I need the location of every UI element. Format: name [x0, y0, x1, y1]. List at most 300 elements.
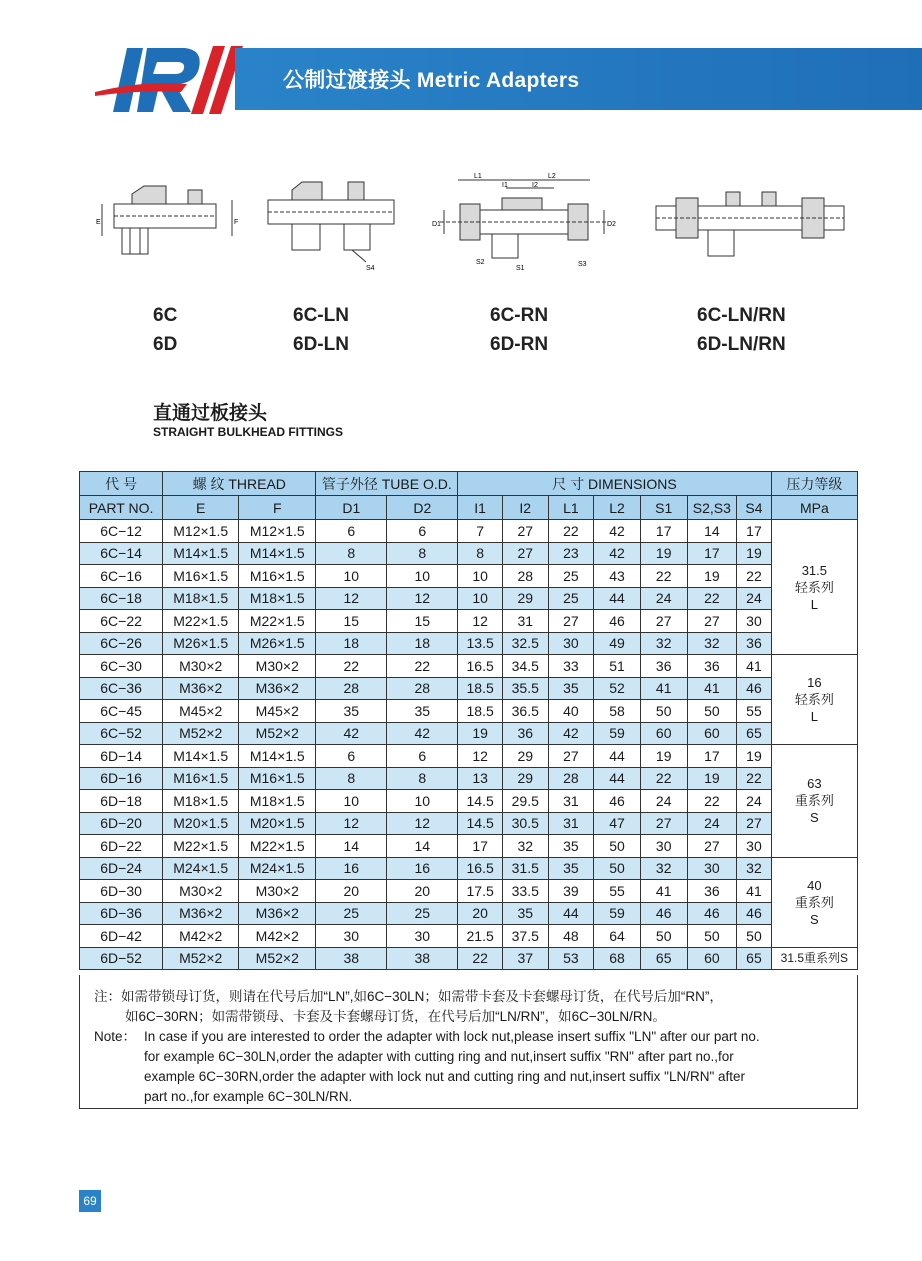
part-no-cell: 6D−20: [80, 812, 163, 835]
th-f: F: [239, 496, 316, 520]
th-s23: S2,S3: [687, 496, 737, 520]
table-cell: 19: [687, 565, 737, 588]
label-d2: D2: [607, 221, 616, 228]
table-cell: M12×1.5: [163, 520, 239, 543]
note-cn-line: 如6C−30RN；如需带锁母、卡套及卡套螺母订货，在代号后加“LN/RN”，如6C−30LN/RN。: [125, 1009, 666, 1024]
table-cell: 53: [548, 947, 594, 970]
table-cell: 17: [687, 542, 737, 565]
table-cell: 48: [548, 925, 594, 948]
table-cell: M14×1.5: [163, 745, 239, 768]
variant-code: 6D-RN: [490, 334, 549, 355]
table-cell: M30×2: [163, 880, 239, 903]
th-d1: D1: [316, 496, 387, 520]
table-cell: 31: [548, 812, 594, 835]
part-no-cell: 6C−18: [80, 587, 163, 610]
table-cell: 22: [548, 520, 594, 543]
table-cell: 50: [594, 835, 641, 858]
table-cell: 60: [640, 722, 687, 745]
table-cell: 52: [594, 677, 641, 700]
label-l2: L2: [548, 173, 556, 180]
table-cell: 8: [387, 767, 458, 790]
th-pressure: 压力等级: [771, 472, 857, 496]
table-cell: 43: [594, 565, 641, 588]
table-cell: 65: [640, 947, 687, 970]
label-f: F: [234, 219, 239, 226]
table-row: [80, 767, 858, 790]
table-cell: 14: [387, 835, 458, 858]
table-cell: 68: [594, 947, 641, 970]
part-no-cell: 6D−24: [80, 857, 163, 880]
table-cell: 19: [687, 767, 737, 790]
table-cell: M26×1.5: [239, 632, 316, 655]
pressure-class-value: 63: [807, 776, 822, 792]
table-cell: 25: [387, 902, 458, 925]
pressure-class-series: 重系列: [794, 793, 834, 809]
part-no-cell: 6C−14: [80, 542, 163, 565]
pressure-class-cell: [771, 520, 857, 655]
page-number: 69: [79, 1190, 101, 1212]
label-s4: S4: [366, 265, 375, 272]
table-cell: 19: [737, 542, 772, 565]
table-cell: 50: [737, 925, 772, 948]
table-cell: 55: [594, 880, 641, 903]
note-en-line: example 6C−30RN,order the adapter with lock nut and cutting ring and nut,insert suffix "LN/RN" after: [144, 1069, 746, 1084]
table-cell: 25: [548, 565, 594, 588]
label-s2: S2: [476, 259, 485, 266]
table-cell: 12: [458, 610, 503, 633]
pressure-class-cell: 31.5重系列S: [771, 947, 857, 970]
table-cell: 8: [458, 542, 503, 565]
table-cell: 29: [502, 587, 548, 610]
table-cell: 29.5: [502, 790, 548, 813]
table-cell: 27: [548, 610, 594, 633]
table-cell: 24: [737, 587, 772, 610]
drawing-6c-rn: [430, 168, 618, 276]
table-cell: 42: [594, 520, 641, 543]
pressure-class-cell: [771, 857, 857, 947]
th-d2: D2: [387, 496, 458, 520]
table-cell: 24: [640, 790, 687, 813]
pressure-class-cell: [771, 655, 857, 745]
table-cell: M22×1.5: [239, 835, 316, 858]
table-cell: 41: [737, 655, 772, 678]
table-cell: 36: [687, 655, 737, 678]
table-cell: M30×2: [239, 880, 316, 903]
label-s3: S3: [578, 261, 587, 268]
table-cell: 22: [687, 587, 737, 610]
table-cell: 20: [387, 880, 458, 903]
th-i2: I2: [502, 496, 548, 520]
pressure-class-cell: [771, 745, 857, 858]
table-cell: 50: [687, 925, 737, 948]
table-cell: M16×1.5: [239, 767, 316, 790]
table-row: [80, 947, 858, 970]
table-cell: 32: [737, 857, 772, 880]
table-cell: 36: [502, 722, 548, 745]
pressure-class-code: L: [810, 709, 818, 724]
table-cell: 65: [737, 947, 772, 970]
th-unit: MPa: [771, 496, 857, 520]
table-cell: 37.5: [502, 925, 548, 948]
table-cell: M52×2: [239, 722, 316, 745]
pressure-class-value: 16: [807, 675, 822, 690]
note-en-line: [94, 1027, 857, 1047]
table-row: [80, 835, 858, 858]
table-cell: M14×1.5: [163, 542, 239, 565]
table-cell: M30×2: [239, 655, 316, 678]
part-no-cell: 6C−36: [80, 677, 163, 700]
label-e: E: [96, 219, 101, 226]
table-cell: M18×1.5: [163, 587, 239, 610]
table-cell: 44: [594, 745, 641, 768]
table-cell: 47: [594, 812, 641, 835]
table-cell: M18×1.5: [239, 587, 316, 610]
table-cell: 50: [640, 700, 687, 723]
table-cell: 46: [594, 610, 641, 633]
table-cell: 22: [640, 565, 687, 588]
note-en-label: Note：: [94, 1029, 137, 1044]
drawing-6c-6d: [92, 176, 252, 272]
table-cell: 10: [458, 587, 503, 610]
table-cell: 44: [548, 902, 594, 925]
table-cell: M16×1.5: [239, 565, 316, 588]
table-cell: 12: [458, 745, 503, 768]
table-row: [80, 902, 858, 925]
table-cell: 35: [502, 902, 548, 925]
table-cell: 60: [687, 947, 737, 970]
part-no-cell: 6D−30: [80, 880, 163, 903]
table-cell: 46: [640, 902, 687, 925]
table-cell: M36×2: [239, 902, 316, 925]
part-no-cell: 6C−22: [80, 610, 163, 633]
part-no-cell: 6D−16: [80, 767, 163, 790]
table-cell: 27: [548, 745, 594, 768]
table-cell: M45×2: [239, 700, 316, 723]
table-cell: 36: [687, 880, 737, 903]
table-cell: 22: [737, 565, 772, 588]
pressure-class-series: 轻系列: [794, 692, 834, 707]
variant-code: 6D: [153, 334, 178, 355]
table-cell: 14: [687, 520, 737, 543]
table-cell: 17: [687, 745, 737, 768]
table-cell: 19: [458, 722, 503, 745]
pressure-class-series: 轻系列: [794, 579, 834, 595]
table-cell: 19: [640, 745, 687, 768]
pressure-class-value: 31.5: [801, 562, 828, 578]
th-part: 代 号: [80, 472, 163, 496]
note-en-line: part no.,for example 6C−30LN/RN.: [144, 1089, 353, 1104]
spec-table: [79, 471, 858, 970]
table-cell: 64: [594, 925, 641, 948]
table-cell: 21.5: [458, 925, 503, 948]
table-cell: 30: [548, 632, 594, 655]
table-cell: 10: [316, 565, 387, 588]
table-row: [80, 745, 858, 768]
table-cell: 44: [594, 767, 641, 790]
table-cell: 37: [502, 947, 548, 970]
table-cell: 22: [387, 655, 458, 678]
table-cell: 22: [737, 767, 772, 790]
table-cell: 20: [316, 880, 387, 903]
part-no-cell: 6C−45: [80, 700, 163, 723]
table-cell: 35: [316, 700, 387, 723]
table-row: [80, 520, 858, 543]
table-cell: 16: [316, 857, 387, 880]
table-row: [80, 610, 858, 633]
th-s4: S4: [737, 496, 772, 520]
table-cell: 46: [594, 790, 641, 813]
th-thread: 螺 纹 THREAD: [163, 472, 316, 496]
table-cell: 12: [387, 812, 458, 835]
table-cell: 30: [640, 835, 687, 858]
table-cell: 42: [594, 542, 641, 565]
variant-label-3: [490, 301, 548, 359]
table-cell: M18×1.5: [239, 790, 316, 813]
table-cell: M42×2: [163, 925, 239, 948]
table-cell: 22: [687, 790, 737, 813]
pressure-class-series: 重系列: [794, 894, 834, 910]
table-cell: 41: [737, 880, 772, 903]
table-cell: 17: [640, 520, 687, 543]
table-cell: 28: [502, 565, 548, 588]
pressure-class-code: S: [810, 810, 819, 826]
table-cell: 35: [548, 677, 594, 700]
table-cell: 13.5: [458, 632, 503, 655]
part-no-cell: 6C−16: [80, 565, 163, 588]
table-cell: 32: [640, 857, 687, 880]
table-cell: M52×2: [163, 722, 239, 745]
label-d1: D1: [432, 221, 441, 228]
table-cell: 18: [316, 632, 387, 655]
note-en-text: In case if you are interested to order the adapter with lock nut,please insert suffix "LN" after our part no.: [144, 1029, 760, 1044]
table-cell: 27: [687, 610, 737, 633]
table-cell: 33.5: [502, 880, 548, 903]
table-cell: 41: [687, 677, 737, 700]
table-cell: 28: [548, 767, 594, 790]
table-cell: 35: [548, 835, 594, 858]
table-cell: M14×1.5: [239, 745, 316, 768]
table-cell: M52×2: [239, 947, 316, 970]
label-i2: I2: [532, 182, 538, 189]
label-l1: L1: [474, 173, 482, 180]
table-cell: 27: [502, 542, 548, 565]
table-cell: 18.5: [458, 677, 503, 700]
table-cell: 6: [316, 520, 387, 543]
table-row: [80, 857, 858, 880]
table-cell: 6: [387, 745, 458, 768]
table-cell: M20×1.5: [163, 812, 239, 835]
table-row: [80, 655, 858, 678]
table-cell: 35: [548, 857, 594, 880]
table-cell: 23: [548, 542, 594, 565]
table-cell: 17.5: [458, 880, 503, 903]
table-cell: 14.5: [458, 812, 503, 835]
table-cell: M14×1.5: [239, 542, 316, 565]
table-cell: 22: [640, 767, 687, 790]
part-no-cell: 6D−14: [80, 745, 163, 768]
table-cell: 46: [737, 902, 772, 925]
table-cell: 12: [316, 587, 387, 610]
table-cell: M36×2: [163, 677, 239, 700]
table-row: [80, 587, 858, 610]
table-cell: 16: [387, 857, 458, 880]
table-cell: 24: [640, 587, 687, 610]
table-cell: M20×1.5: [239, 812, 316, 835]
table-cell: 12: [316, 812, 387, 835]
th-l2: L2: [594, 496, 641, 520]
table-cell: 33: [548, 655, 594, 678]
table-cell: 8: [387, 542, 458, 565]
table-cell: 19: [640, 542, 687, 565]
table-cell: 30.5: [502, 812, 548, 835]
th-part-no: PART NO.: [80, 496, 163, 520]
table-cell: M22×1.5: [163, 610, 239, 633]
table-cell: 29: [502, 767, 548, 790]
part-no-cell: 6C−52: [80, 722, 163, 745]
table-cell: 8: [316, 542, 387, 565]
table-cell: 34.5: [502, 655, 548, 678]
table-cell: 16.5: [458, 655, 503, 678]
table-cell: M36×2: [239, 677, 316, 700]
table-row: [80, 677, 858, 700]
part-no-cell: 6D−36: [80, 902, 163, 925]
table-cell: 46: [687, 902, 737, 925]
table-cell: 35: [387, 700, 458, 723]
label-i1: I1: [502, 182, 508, 189]
table-cell: 28: [387, 677, 458, 700]
table-cell: 30: [316, 925, 387, 948]
table-cell: 17: [737, 520, 772, 543]
table-cell: 42: [548, 722, 594, 745]
th-l1: L1: [548, 496, 594, 520]
table-cell: 31: [502, 610, 548, 633]
part-no-cell: 6D−18: [80, 790, 163, 813]
table-cell: 42: [316, 722, 387, 745]
table-cell: M45×2: [163, 700, 239, 723]
table-cell: 16.5: [458, 857, 503, 880]
variant-label-4: [697, 301, 786, 359]
table-cell: M24×1.5: [163, 857, 239, 880]
table-row: [80, 632, 858, 655]
table-cell: M22×1.5: [163, 835, 239, 858]
table-row: [80, 700, 858, 723]
table-cell: 38: [316, 947, 387, 970]
table-cell: 41: [640, 677, 687, 700]
th-dims: 尺 寸 DIMENSIONS: [458, 472, 771, 496]
table-cell: 46: [737, 677, 772, 700]
drawing-6c-ln: [262, 176, 402, 272]
table-cell: 30: [387, 925, 458, 948]
table-cell: 14: [316, 835, 387, 858]
table-cell: 36: [640, 655, 687, 678]
variant-code: 6D-LN/RN: [697, 334, 786, 355]
table-cell: 32: [502, 835, 548, 858]
table-cell: 27: [640, 610, 687, 633]
table-cell: 22: [316, 655, 387, 678]
table-cell: 27: [687, 835, 737, 858]
section-title-en: STRAIGHT BULKHEAD FITTINGS: [153, 425, 343, 439]
th-e: E: [163, 496, 239, 520]
table-cell: 50: [687, 700, 737, 723]
table-cell: 17: [458, 835, 503, 858]
variant-code: 6C: [153, 305, 178, 326]
part-no-cell: 6C−26: [80, 632, 163, 655]
table-cell: 44: [594, 587, 641, 610]
part-no-cell: 6C−30: [80, 655, 163, 678]
table-cell: 28: [316, 677, 387, 700]
th-i1: I1: [458, 496, 503, 520]
part-no-cell: 6D−22: [80, 835, 163, 858]
section-title-cn: 直通过板接头: [153, 403, 268, 424]
part-no-cell: 6D−42: [80, 925, 163, 948]
table-cell: 24: [737, 790, 772, 813]
table-cell: 31: [548, 790, 594, 813]
table-cell: 36.5: [502, 700, 548, 723]
table-cell: 35.5: [502, 677, 548, 700]
title-banner: [235, 48, 922, 110]
table-cell: 10: [458, 565, 503, 588]
table-cell: M30×2: [163, 655, 239, 678]
label-s1: S1: [516, 265, 525, 272]
table-cell: 10: [387, 565, 458, 588]
table-cell: M18×1.5: [163, 790, 239, 813]
table-cell: 32: [640, 632, 687, 655]
table-cell: 6: [387, 520, 458, 543]
table-row: [80, 812, 858, 835]
table-cell: 50: [594, 857, 641, 880]
table-cell: M42×2: [239, 925, 316, 948]
table-cell: 50: [640, 925, 687, 948]
table-cell: 41: [640, 880, 687, 903]
table-cell: 15: [316, 610, 387, 633]
table-cell: 51: [594, 655, 641, 678]
table-cell: 30: [737, 610, 772, 633]
variant-code: 6C-LN/RN: [697, 305, 786, 326]
table-cell: M36×2: [163, 902, 239, 925]
table-cell: 24: [687, 812, 737, 835]
pressure-class-code: L: [810, 596, 818, 612]
variant-code: 6C-RN: [490, 305, 549, 326]
table-cell: M16×1.5: [163, 767, 239, 790]
th-s1: S1: [640, 496, 687, 520]
table-cell: 10: [387, 790, 458, 813]
table-cell: 15: [387, 610, 458, 633]
table-row: [80, 722, 858, 745]
table-cell: 65: [737, 722, 772, 745]
table-row: [80, 542, 858, 565]
th-tube: 管子外径 TUBE O.D.: [316, 472, 458, 496]
part-no-cell: 6D−52: [80, 947, 163, 970]
note-en-line: for example 6C−30LN,order the adapter with cutting ring and nut,insert suffix "RN" after part no.,for: [144, 1049, 734, 1064]
table-cell: 49: [594, 632, 641, 655]
table-cell: M22×1.5: [239, 610, 316, 633]
table-row: [80, 880, 858, 903]
table-cell: 40: [548, 700, 594, 723]
part-no-cell: 6C−12: [80, 520, 163, 543]
table-cell: 18: [387, 632, 458, 655]
table-cell: 6: [316, 745, 387, 768]
table-cell: 13: [458, 767, 503, 790]
variant-code: 6D-LN: [293, 334, 349, 355]
table-row: [80, 925, 858, 948]
table-cell: 27: [502, 520, 548, 543]
table-cell: 29: [502, 745, 548, 768]
table-cell: 31.5: [502, 857, 548, 880]
variant-code: 6C-LN: [293, 305, 349, 326]
table-cell: 18.5: [458, 700, 503, 723]
table-cell: 59: [594, 722, 641, 745]
table-cell: 58: [594, 700, 641, 723]
